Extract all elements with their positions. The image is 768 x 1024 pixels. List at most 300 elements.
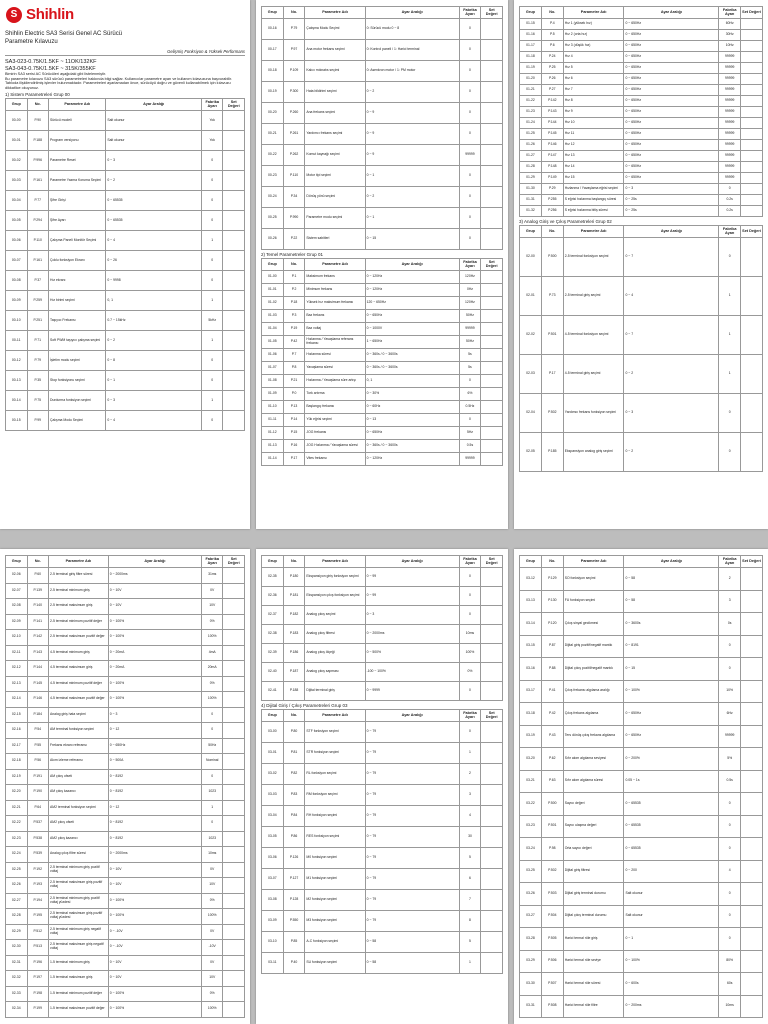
table-row	[262, 310, 503, 323]
cell-set-degeri	[481, 806, 503, 827]
cell-set-degeri	[481, 606, 503, 625]
cell-no: P.188	[283, 682, 305, 701]
cell-grup: 02-33	[6, 986, 28, 1002]
cell-parametre-adi: 4-5 terminal minimum giriş	[49, 645, 109, 661]
cell-fabrika-ayari: 10V	[201, 599, 223, 615]
cell-ayar-araligi: 0 ~ 360s / 0 ~ 3600s	[365, 362, 459, 375]
cell-parametre-adi: Harici termal röle süresi	[563, 973, 624, 996]
cell-ayar-araligi: 0 ~ 650Hz	[624, 129, 719, 140]
cell-no: P.90	[27, 111, 49, 131]
cell-no: P.87	[541, 635, 563, 658]
cell-grup: 01-24	[520, 118, 542, 129]
cell-grup: 00-20	[262, 103, 284, 124]
cell-grup: 02-15	[6, 707, 28, 723]
cell-set-degeri	[223, 211, 245, 231]
cell-no: P.98	[541, 838, 563, 861]
cell-ayar-araligi: 0 ~ 3	[624, 394, 719, 433]
cell-fabrika-ayari: 0	[719, 394, 741, 433]
table-row	[520, 748, 763, 771]
cell-no: P.186	[283, 644, 305, 663]
cell-ayar-araligi: 0 ~ 58	[365, 932, 459, 953]
table-row	[520, 950, 763, 973]
cell-parametre-adi: Vites frekansı	[305, 453, 365, 466]
cell-set-degeri	[741, 74, 763, 85]
cell-parametre-adi: STR fonksiyon seçimi	[305, 743, 365, 764]
table-row	[6, 971, 245, 987]
table-row	[520, 96, 763, 107]
table-row	[262, 722, 503, 743]
table-row	[6, 599, 245, 615]
cell-no: P.4	[541, 19, 563, 30]
cell-set-degeri	[741, 394, 763, 433]
col-fabrika-ayari: Fabrika Ayarı	[719, 226, 741, 238]
cell-ayar-araligi: 0 ~ 2000ms	[108, 847, 201, 863]
cell-grup: 02-29	[6, 924, 28, 940]
col-grup: Grup	[262, 7, 284, 19]
cell-ayar-araligi: 0 ~ 650Hz	[624, 703, 719, 726]
cell-parametre-adi: Hız 14	[563, 162, 624, 173]
cell-ayar-araligi: 0 ~ 100%	[108, 676, 201, 692]
cell-grup: 02-20	[6, 785, 28, 801]
cell-parametre-adi: Hız 3 (düşük hız)	[563, 41, 624, 52]
cell-grup: 03-15	[520, 635, 542, 658]
table-row	[520, 63, 763, 74]
table-row	[262, 682, 503, 701]
cell-grup: 02-40	[262, 663, 284, 682]
cell-fabrika-ayari: 99999	[719, 725, 741, 748]
cell-fabrika-ayari: 99999	[719, 52, 741, 63]
cell-no: P.181	[283, 587, 305, 606]
cell-grup: 03-12	[520, 568, 542, 591]
cell-parametre-adi: AM2 terminal fonksiyon seçimi	[49, 800, 109, 816]
cell-no: P.80	[283, 722, 305, 743]
cell-parametre-adi: Hız 4	[563, 52, 624, 63]
model-line-1: SA3-023-0.75K/1.5KF ~ 11OK/132KF	[5, 59, 97, 65]
table-row	[520, 74, 763, 85]
cell-grup: 01-04	[262, 323, 284, 336]
cell-grup: 03-31	[520, 995, 542, 1018]
cell-ayar-araligi: 0 ~ 9	[365, 103, 459, 124]
cell-ayar-araligi: 0 ~ 12	[108, 800, 201, 816]
cell-fabrika-ayari: 1	[719, 316, 741, 355]
cell-set-degeri	[223, 151, 245, 171]
cell-grup: 00-03	[6, 171, 28, 191]
cell-set-degeri	[223, 191, 245, 211]
table-header	[6, 99, 245, 111]
cell-fabrika-ayari: 0%	[201, 676, 223, 692]
cell-no: P.130	[541, 590, 563, 613]
table-row	[6, 955, 245, 971]
cell-parametre-adi: 4-5 terminal minimum pozitif değer	[49, 676, 109, 692]
cell-no: P.191	[27, 769, 49, 785]
cell-parametre-adi: AM çıkış ofseti	[49, 769, 109, 785]
table-row	[6, 676, 245, 692]
cell-no: P.199	[27, 1002, 49, 1018]
cell-parametre-adi: Hız 15	[563, 173, 624, 184]
cell-set-degeri	[741, 703, 763, 726]
cell-fabrika-ayari: 0	[719, 433, 741, 472]
cell-parametre-adi: Çıkış sinyal gecikmesi	[563, 613, 624, 636]
cell-grup: 01-17	[520, 41, 542, 52]
cell-ayar-araligi: Salt okunur	[106, 131, 202, 151]
table-row	[520, 355, 763, 394]
table-row	[262, 124, 503, 145]
cell-no: P.184	[27, 707, 49, 723]
table-row	[520, 107, 763, 118]
cell-set-degeri	[741, 793, 763, 816]
cell-fabrika-ayari: 30	[459, 827, 481, 848]
cell-no: P.149	[541, 173, 563, 184]
cell-no: P.259	[27, 291, 49, 311]
cell-grup: 01-15	[520, 19, 542, 30]
cell-fabrika-ayari: 99999	[719, 74, 741, 85]
cell-no: P.17	[283, 453, 305, 466]
cell-ayar-araligi: 0 ~ 100%	[624, 680, 719, 703]
cell-set-degeri	[741, 52, 763, 63]
table-row	[262, 323, 503, 336]
cell-no: P.194	[27, 893, 49, 909]
cell-set-degeri	[223, 785, 245, 801]
cell-parametre-adi: Ekspansiyon çıkış fonksiyon seçimi	[305, 587, 365, 606]
cell-grup: 01-26	[520, 140, 542, 151]
table-row	[6, 251, 245, 271]
cell-grup: 01-23	[520, 107, 542, 118]
cell-no: P.75	[27, 391, 49, 411]
cell-no: P.538	[27, 831, 49, 847]
col-fabrika-ayari: Fabrika Ayarı	[201, 556, 223, 568]
document-page-3	[514, 0, 768, 529]
cell-parametre-adi: JOG Hızlanma / Yavaşlama süresi	[305, 440, 365, 453]
cell-grup: 02-01	[520, 277, 542, 316]
cell-ayar-araligi: 0 ~ 500%	[365, 644, 459, 663]
cell-fabrika-ayari: 1	[201, 331, 223, 351]
cell-fabrika-ayari: 0%	[201, 614, 223, 630]
cell-fabrika-ayari: 0	[201, 723, 223, 739]
cell-ayar-araligi: 0 ~ -10V	[108, 924, 201, 940]
cell-grup: 02-05	[520, 433, 542, 472]
table-row	[262, 82, 503, 103]
parameter-table	[5, 98, 245, 431]
cell-ayar-araligi: 0 ~ 100%	[108, 630, 201, 646]
cell-set-degeri	[481, 890, 503, 911]
cell-set-degeri	[481, 625, 503, 644]
cell-parametre-adi: Ekspansiyon analog giriş seçimi	[563, 433, 624, 472]
cell-parametre-adi: SU fonksiyon seçimi	[305, 953, 365, 974]
table-row	[520, 973, 763, 996]
cell-set-degeri	[481, 414, 503, 427]
table-header	[520, 556, 763, 568]
cell-set-degeri	[481, 284, 503, 297]
document-page-6	[514, 549, 768, 1024]
cell-ayar-araligi: 0 ~ 58	[624, 590, 719, 613]
table-row	[262, 284, 503, 297]
table-row	[262, 145, 503, 166]
cell-fabrika-ayari: 0	[719, 883, 741, 906]
cell-no: P.300	[283, 82, 305, 103]
col-no: No.	[283, 7, 305, 19]
cell-no: P.196	[27, 955, 49, 971]
cell-parametre-adi: Akım izleme referansı	[49, 754, 109, 770]
model-line-2: SA3-043-0.75K/1.5KF ~ 315K/355KF	[5, 65, 96, 72]
col-ayar-araligi: Ayar Aralığı	[365, 556, 459, 568]
cell-fabrika-ayari: 0	[459, 587, 481, 606]
cell-ayar-araligi: 0 ~ 99	[365, 568, 459, 587]
cell-set-degeri	[741, 162, 763, 173]
cell-set-degeri	[223, 331, 245, 351]
cell-ayar-araligi: 0 ~ 600s	[624, 973, 719, 996]
cell-grup: 03-09	[262, 911, 284, 932]
cell-no: P.182	[283, 606, 305, 625]
cell-parametre-adi: Yük eğrisi seçimi	[305, 414, 365, 427]
cell-set-degeri	[481, 722, 503, 743]
cell-grup: 01-01	[262, 284, 284, 297]
table-row	[6, 692, 245, 708]
cell-fabrika-ayari: 0	[459, 375, 481, 388]
section-heading: 2) Temel Parametreler Grup 01	[261, 252, 323, 257]
cell-set-degeri	[741, 107, 763, 118]
cell-parametre-adi: Harici termal röle seviye	[563, 950, 624, 973]
cell-fabrika-ayari: 0	[459, 124, 481, 145]
cell-parametre-adi: Hızlanma / Yavaşlama eğrisi seçimi	[563, 184, 624, 195]
cell-set-degeri	[481, 349, 503, 362]
table-row	[262, 349, 503, 362]
col-grup: Grup	[262, 710, 284, 722]
col-no: No.	[541, 7, 563, 19]
cell-set-degeri	[223, 630, 245, 646]
table-row	[520, 770, 763, 793]
cell-no: P.161	[27, 251, 49, 271]
cell-parametre-adi: Hız 6	[563, 74, 624, 85]
table-row	[6, 291, 245, 311]
cell-set-degeri	[741, 129, 763, 140]
cell-no: P.85	[283, 932, 305, 953]
cell-grup: 00-24	[262, 187, 284, 208]
cell-parametre-adi: Sayıcı değeri	[563, 793, 624, 816]
cell-fabrika-ayari: 50Hz	[459, 336, 481, 349]
cell-parametre-adi: 2-5 terminal maksimum giriş negatif voltaj	[49, 940, 109, 956]
cell-grup: 02-06	[6, 568, 28, 584]
table-row	[520, 277, 763, 316]
cell-ayar-araligi: 0 ~ 1	[365, 208, 459, 229]
cell-parametre-adi: Sayıcı ulaşma değeri	[563, 815, 624, 838]
cell-fabrika-ayari: 99999	[719, 151, 741, 162]
cell-set-degeri	[481, 61, 503, 82]
col-parametre-adi: Parametre Adı	[563, 226, 624, 238]
cell-fabrika-ayari: 1	[201, 391, 223, 411]
cell-parametre-adi: Hız 9	[563, 107, 624, 118]
cell-parametre-adi: 1-5 terminal maksimum pozitif değer	[49, 1002, 109, 1018]
cell-fabrika-ayari: 0.5s	[719, 770, 741, 793]
cell-parametre-adi: Dijital çıkış terminal durumu	[563, 905, 624, 928]
cell-fabrika-ayari: 60Hz	[719, 19, 741, 30]
cell-set-degeri	[223, 111, 245, 131]
cell-set-degeri	[223, 816, 245, 832]
cell-no: P.16	[283, 440, 305, 453]
cell-grup: 03-13	[520, 590, 542, 613]
col-parametre-adi: Parametre Adı	[305, 556, 365, 568]
table-row	[520, 995, 763, 1018]
cell-grup: 02-37	[262, 606, 284, 625]
col-no: No.	[283, 710, 305, 722]
table-row	[520, 905, 763, 928]
cell-no: P.1	[283, 271, 305, 284]
cell-ayar-araligi: 0 ~ 500A	[108, 754, 201, 770]
table-header	[6, 556, 245, 568]
table-row	[262, 271, 503, 284]
cell-fabrika-ayari: 0	[201, 271, 223, 291]
cell-ayar-araligi: 0 ~ 2	[365, 82, 459, 103]
cell-no: P.5	[541, 30, 563, 41]
cell-no: P.500	[541, 238, 563, 277]
cell-set-degeri	[223, 769, 245, 785]
cell-fabrika-ayari: 0%	[459, 663, 481, 682]
cell-parametre-adi: Ana motor frekans seçimi	[305, 40, 365, 61]
cell-ayar-araligi: 0 ~ 1	[365, 166, 459, 187]
cell-no: P.21	[283, 375, 305, 388]
cell-ayar-araligi: 0 ~ 10V	[108, 583, 201, 599]
cell-set-degeri	[741, 238, 763, 277]
cell-no: P.13	[283, 401, 305, 414]
table-row	[262, 61, 503, 82]
cell-parametre-adi: Çalışma Modu Seçimi	[305, 19, 365, 40]
cell-fabrika-ayari: 1	[459, 953, 481, 974]
cell-ayar-araligi: 0 ~ 13	[365, 414, 459, 427]
col-ayar-araligi: Ayar Aralığı	[365, 259, 459, 271]
cell-no: P.79	[27, 351, 49, 371]
cell-grup: 00-05	[6, 211, 28, 231]
table-row	[262, 827, 503, 848]
cell-set-degeri	[223, 847, 245, 863]
cell-ayar-araligi: 0 ~ 79	[365, 869, 459, 890]
cell-fabrika-ayari: 1	[719, 277, 741, 316]
intro-line-2: Bu parametre kılavuzu SA3 sürücü parametreleri hakkında bilgi sağlar. Kullanıcılar parametre ayarı ve kullanım kılavuzuna başvurabilir.	[5, 76, 233, 81]
cell-grup: 01-19	[520, 63, 542, 74]
col-parametre-adi: Parametre Adı	[305, 259, 365, 271]
cell-ayar-araligi: 0: Kontrol paneli / 1: Harici terminal	[365, 40, 459, 61]
shihlin-logo	[6, 6, 245, 23]
cell-set-degeri	[481, 682, 503, 701]
cell-parametre-adi: Parametre modu seçimi	[305, 208, 365, 229]
cell-fabrika-ayari: 5s	[459, 349, 481, 362]
cell-grup: 01-20	[520, 74, 542, 85]
cell-ayar-araligi: 0 ~ 65535	[106, 191, 202, 211]
cell-set-degeri	[741, 355, 763, 394]
cell-parametre-adi: 2-5 terminal minimum pozitif değer	[49, 614, 109, 630]
cell-parametre-adi: 1-5 terminal maksimum giriş	[49, 971, 109, 987]
table-row	[6, 311, 245, 331]
cell-fabrika-ayari: 0	[459, 166, 481, 187]
cell-parametre-adi: Hız 13	[563, 151, 624, 162]
cell-set-degeri	[223, 909, 245, 925]
cell-no: P.55	[27, 738, 49, 754]
cell-set-degeri	[481, 388, 503, 401]
cell-set-degeri	[481, 453, 503, 466]
cell-grup: 01-06	[262, 349, 284, 362]
cell-grup: 03-26	[520, 883, 542, 906]
cell-ayar-araligi: 0 ~ 9999	[365, 682, 459, 701]
cell-no: P.99	[27, 411, 49, 431]
cell-parametre-adi: JOG frekansı	[305, 427, 365, 440]
table-row	[6, 391, 245, 411]
table-row	[520, 316, 763, 355]
cell-parametre-adi: Parametre Reset	[49, 151, 106, 171]
cell-grup: 00-06	[6, 231, 28, 251]
cell-set-degeri	[223, 411, 245, 431]
cell-grup: 00-18	[262, 61, 284, 82]
cell-grup: 02-00	[520, 238, 542, 277]
cell-no: P.512	[27, 924, 49, 940]
table-header	[262, 710, 503, 722]
cell-set-degeri	[481, 166, 503, 187]
cell-ayar-araligi: 0 ~ 120Hz	[365, 284, 459, 297]
section-heading: 3) Analog Giriş ve Çıkış Parametreleri Grup 02	[519, 219, 612, 224]
cell-set-degeri	[741, 184, 763, 195]
cell-parametre-adi: Çıkış frekansı algılama aralığı	[563, 680, 624, 703]
cell-ayar-araligi: -100 ~ 100%	[365, 663, 459, 682]
cell-no: P.501	[541, 815, 563, 838]
cell-set-degeri	[223, 723, 245, 739]
cell-set-degeri	[481, 427, 503, 440]
col-fabrika-ayari: Fabrika Ayarı	[459, 7, 481, 19]
table-row	[6, 707, 245, 723]
cell-ayar-araligi: 0 ~ 10V	[108, 955, 201, 971]
cell-no: P.192	[27, 862, 49, 878]
cell-no: P.145	[27, 676, 49, 692]
cell-fabrika-ayari: 99999	[719, 96, 741, 107]
cell-ayar-araligi: 0 ~ 650Hz	[624, 173, 719, 184]
cell-fabrika-ayari: 1023	[201, 785, 223, 801]
cell-ayar-araligi: 0 ~ 650Hz	[624, 74, 719, 85]
cell-parametre-adi: Sıfır akım algılama süresi	[563, 770, 624, 793]
cell-grup: 02-12	[6, 661, 28, 677]
cell-parametre-adi: AM çıkış kazancı	[49, 785, 109, 801]
cell-fabrika-ayari: 10V	[201, 878, 223, 894]
document-subtitle: Gelişmiş Fonksiyon & Yüksek Performans	[5, 49, 245, 56]
cell-parametre-adi: Hız 8	[563, 96, 624, 107]
cell-grup: 01-30	[520, 184, 542, 195]
cell-parametre-adi: Hız 1 (yüksek hız)	[563, 19, 624, 30]
cell-fabrika-ayari: 0	[201, 151, 223, 171]
cell-parametre-adi: 2-5 terminal maksimum giriş	[49, 599, 109, 615]
cell-set-degeri	[223, 738, 245, 754]
cell-ayar-araligi: 0 ~ 650Hz	[624, 107, 719, 118]
cell-grup: 03-27	[520, 905, 542, 928]
cell-no: P.139	[27, 583, 49, 599]
cell-fabrika-ayari: 0	[719, 838, 741, 861]
col-ayar-araligi: Ayar Aralığı	[624, 556, 719, 568]
cell-grup: 03-18	[520, 703, 542, 726]
cell-parametre-adi: Durdurma fonksiyon seçimi	[49, 391, 106, 411]
cell-parametre-adi: 4-5 terminal maksimum giriş	[49, 661, 109, 677]
cell-parametre-adi: Motor tipi seçimi	[305, 166, 365, 187]
table-header	[520, 7, 763, 19]
cell-grup: 01-02	[262, 297, 284, 310]
cell-grup: 00-22	[262, 145, 284, 166]
cell-fabrika-ayari: 0.5s	[459, 440, 481, 453]
cell-ayar-araligi: 0 ~ 100%	[108, 986, 201, 1002]
cell-parametre-adi: Yavaşlama süresi	[305, 362, 365, 375]
col-fabrika-ayari: Fabrika Ayarı	[459, 259, 481, 271]
table-row	[6, 331, 245, 351]
col-parametre-adi: Parametre Adı	[305, 710, 365, 722]
cell-no: P.27	[541, 85, 563, 96]
cell-grup: 03-00	[262, 722, 284, 743]
cell-fabrika-ayari: 99999	[719, 107, 741, 118]
cell-fabrika-ayari: 0	[719, 905, 741, 928]
parameter-table	[519, 225, 763, 472]
cell-set-degeri	[481, 568, 503, 587]
cell-fabrika-ayari: Yok	[201, 131, 223, 151]
